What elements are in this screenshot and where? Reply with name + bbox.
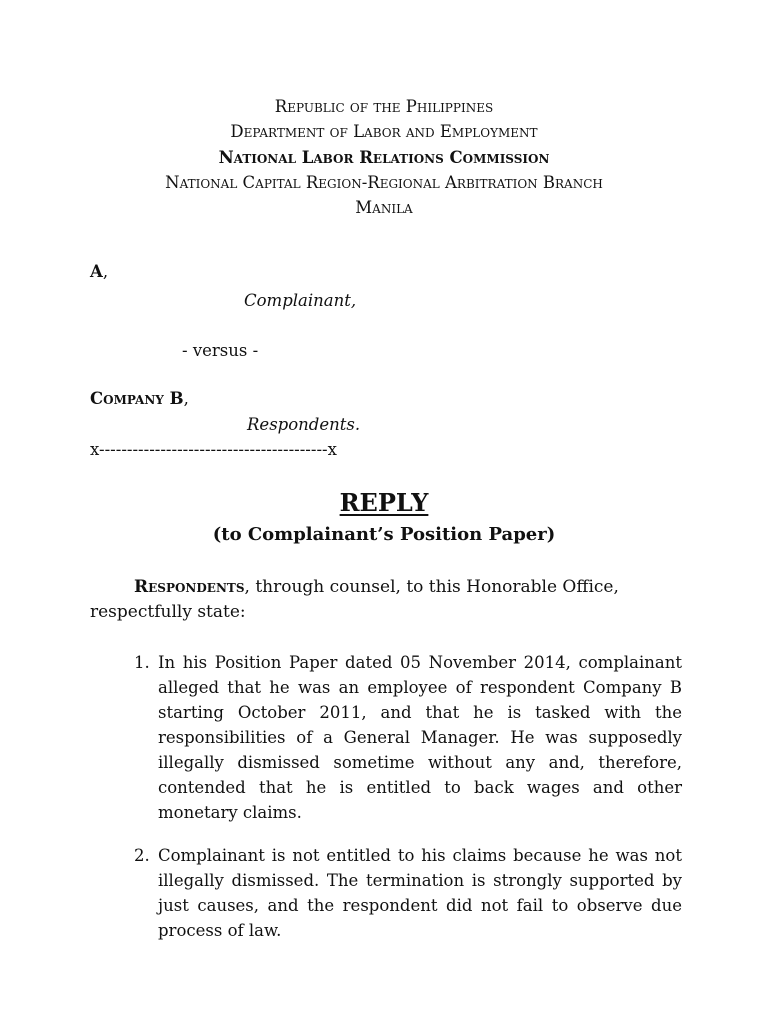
numbered-paragraphs — [90, 650, 682, 961]
respondent-name: Company B — [90, 389, 184, 408]
document-subtitle: (to Complainant’s Position Paper) — [212, 524, 556, 545]
complainant-line: A, — [90, 262, 109, 281]
intro-text: , through counsel, to this Honorable Office, respectfully state: — [90, 577, 619, 622]
header-department: Department of Labor and Employment — [230, 122, 538, 142]
header-commission: National Labor Relations Commission — [218, 147, 550, 167]
paragraph-item — [90, 650, 682, 825]
intro-paragraph — [90, 575, 682, 625]
paragraph-text: Complainant is not entitled to his claims because he was not illegally dismissed. The termination is strongly supported by just causes, and the respondent did not fail to observe due process of law. — [158, 846, 682, 940]
complainant-role: Complainant, — [244, 291, 357, 310]
header-city: Manila — [355, 198, 413, 218]
header-branch: National Capital Region-Regional Arbitration Branch — [165, 172, 603, 192]
header-republic: Republic of the Philippines — [274, 97, 494, 116]
complainant-name: A — [90, 262, 103, 281]
paragraph-number: 2. — [134, 846, 150, 865]
caption-divider: x-----------------------------------------x — [90, 440, 337, 459]
versus-label: - versus - — [182, 341, 259, 360]
paragraph-text: In his Position Paper dated 05 November 2014, complainant alleged that he was an employee of respondent Company B starting October 2011, and that he is tasked with the responsibilities of a General Manager. He was supposedly illegally dismissed sometime without any and, therefore, contended that he is entitled to back wages and other monetary claims. — [158, 653, 682, 822]
court-header — [0, 94, 768, 220]
respondent-line: Company B, — [90, 389, 189, 408]
document-title: REPLY — [339, 488, 429, 517]
intro-lead: Respondents — [134, 577, 245, 597]
respondent-role: Respondents. — [247, 415, 361, 434]
paragraph-number: 1. — [134, 653, 150, 672]
paragraph-item — [90, 843, 682, 943]
